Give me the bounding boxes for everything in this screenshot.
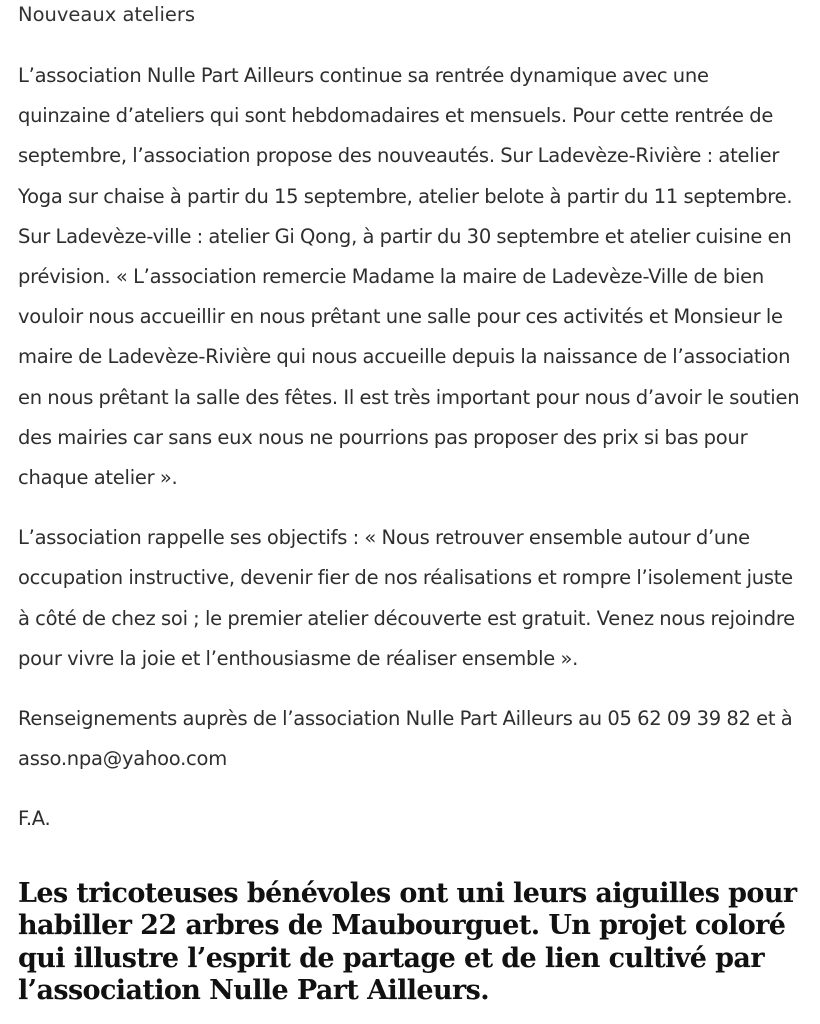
article-paragraph-1: L’association Nulle Part Ailleurs continue sa rentrée dynamique avec une quinzaine d’ateliers qui sont hebdomadaires et mensuels. Pour cette rentrée de septembre, l’association propose des nouveautés. Sur Ladevèze-Rivière : atelier Yoga sur chaise à partir du 15 septembre, atelier belote à partir du 11 septembre. Sur Ladevèze-ville : atelier Gi Qong, à partir du 30 septembre et atelier cuisine en prévision. « L’association remercie Madame la maire de Ladevèze-Ville de bien vouloir nous accueillir en nous prêtant une salle pour ces activités et Monsieur le maire de Ladevèze-Rivière qui nous accueille depuis la naissance de l’association en nous prêtant la salle des fêtes. Il est très important pour nous d’avoir le soutien des mairies car sans eux nous ne pourrions pas proposer des prix si bas pour chaque atelier ».: [18, 64, 800, 490]
section-heading: Nouveaux ateliers: [18, 3, 196, 26]
article-body: [18, 0, 804, 1008]
author-signature: F.A.: [18, 807, 51, 831]
article-paragraph-2: L’association rappelle ses objectifs : « Nous retrouver ensemble autour d’une occupation instructive, devenir fier de nos réalisations et rompre l’isolement juste à côté de chez soi ; le premier atelier découverte est gratuit. Venez nous rejoindre pour vivre la joie et l’enthousiasme de réaliser ensemble ».: [18, 526, 795, 670]
contact-info-paragraph: Renseignements auprès de l’association Nulle Part Ailleurs au 05 62 09 39 82 et à asso.npa@yahoo.com: [18, 707, 793, 771]
related-article-headline[interactable]: Les tricoteuses bénévoles ont uni leurs aiguilles pour habiller 22 arbres de Maubourguet. Un projet coloré qui illustre l’esprit de partage et de lien cultivé par l’association Nulle Part Ailleurs.: [18, 877, 797, 1007]
